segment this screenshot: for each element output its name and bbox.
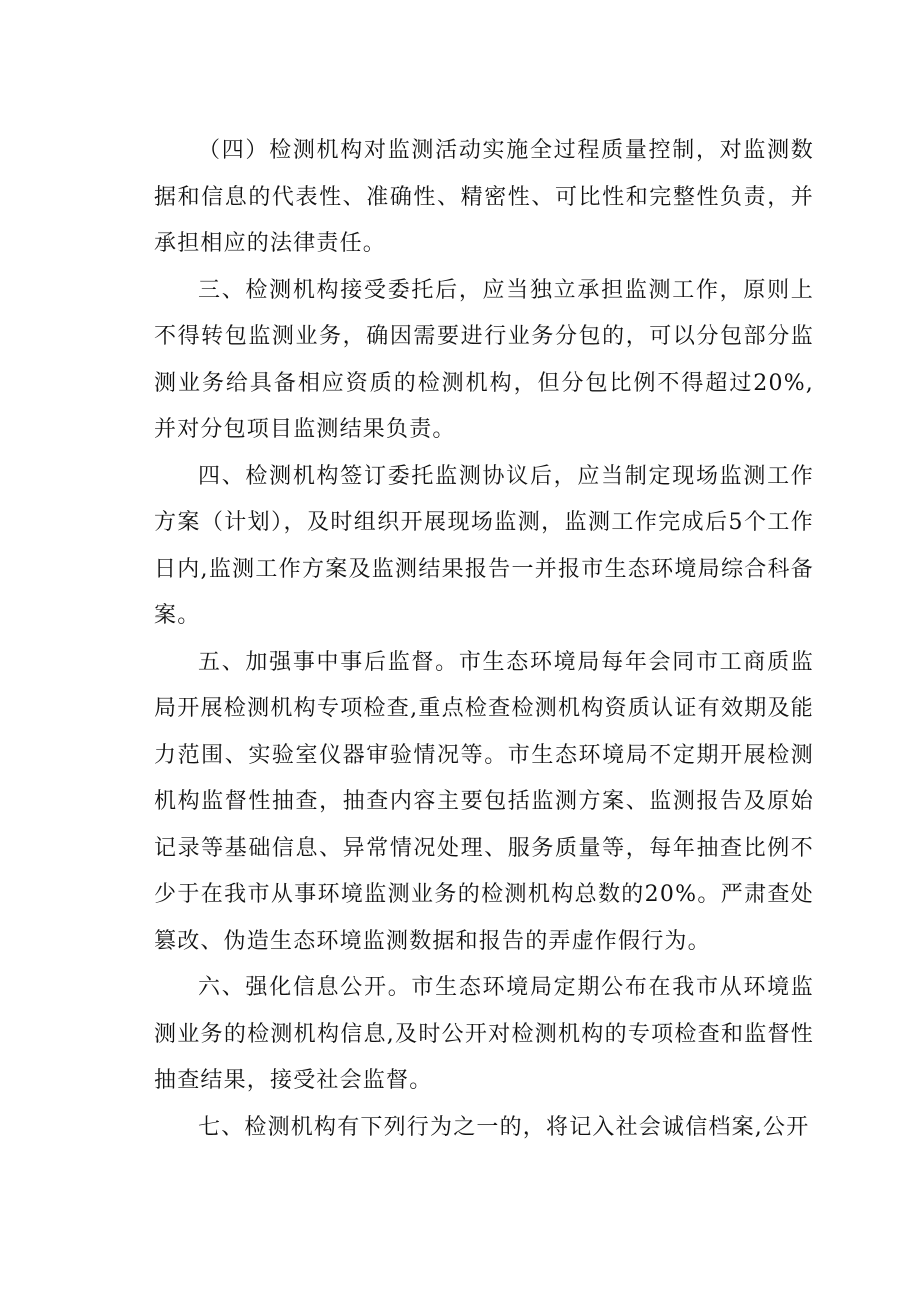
paragraph-supervision: 五、加强事中事后监督。市生态环境局每年会同市工商质监局开展检测机构专项检查,重点检查检测机构资质认证有效期及能力范围、实验室仪器审验情况等。市生态环境局不定期开展检测机构监督性抽查，抽查内容主要包括监测方案、监测报告及原始记录等基础信息、异常情况处理、服务质量等，每年抽查比例不少于在我市从事环境监测业务的检测机构总数的20%。严肃查处篡改、伪造生态环境监测数据和报告的弄虚作假行为。 [154,649,814,954]
paragraph-quality-control: （四）检测机构对监测活动实施全过程质量控制，对监测数据和信息的代表性、准确性、精密性、可比性和完整性负责，并承担相应的法律责任。 [154,138,814,256]
paragraph-credit-record: 七、检测机构有下列行为之一的，将记入社会诚信档案,公开 [198,1114,810,1140]
paragraph-information-disclosure: 六、强化信息公开。市生态环境局定期公布在我市从环境监测业务的检测机构信息,及时公开对检测机构的专项检查和监督性抽查结果，接受社会监督。 [154,975,814,1093]
paragraph-independent-monitoring: 三、检测机构接受委托后，应当独立承担监测工作，原则上不得转包监测业务，确因需要进行业务分包的，可以分包部分监测业务给具备相应资质的检测机构，但分包比例不得超过20%,并对分包项目监测结果负责。 [154,277,814,442]
paragraph-work-plan: 四、检测机构签订委托监测协议后，应当制定现场监测工作方案（计划），及时组织开展现场监测，监测工作完成后5个工作日内,监测工作方案及监测结果报告一并报市生态环境局综合科备案。 [154,463,814,628]
document-body [154,128,814,1151]
